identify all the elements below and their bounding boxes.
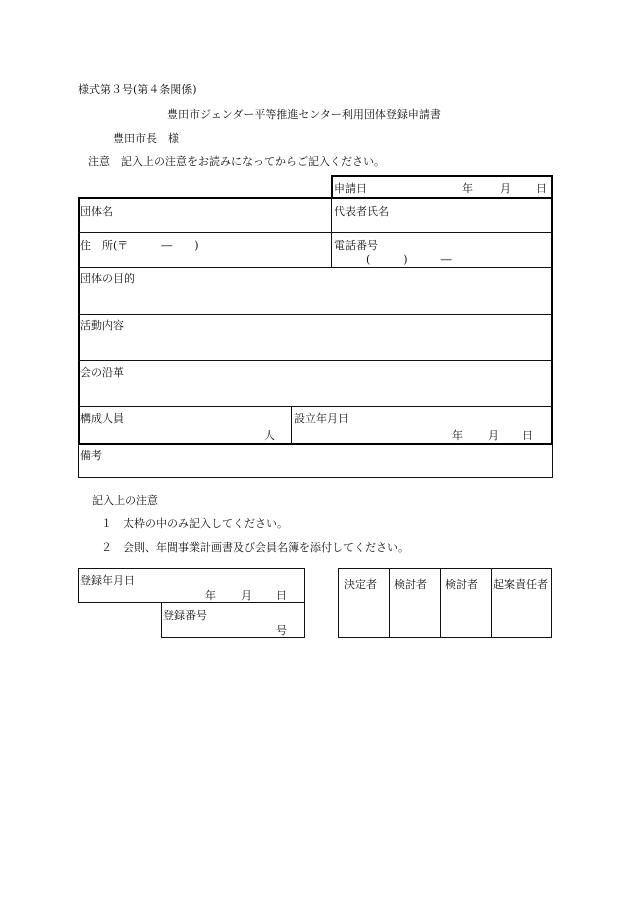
instruction-item: １ 太枠の中のみ記入してください。 bbox=[101, 517, 288, 530]
registration-date-day: 日 bbox=[276, 589, 287, 602]
founded-day: 日 bbox=[522, 429, 533, 442]
approval-header-reviewer: 検討者 bbox=[394, 578, 427, 591]
form-number: 様式第３号(第４条関係) bbox=[78, 83, 197, 96]
notice: 注意 記入上の注意をお読みになってからご記入ください。 bbox=[88, 155, 385, 168]
address-label: 住 所(〒 ― ) bbox=[80, 239, 199, 252]
instructions-heading: 記入上の注意 bbox=[92, 494, 158, 507]
members-unit: 人 bbox=[264, 429, 275, 442]
addressee: 豊田市長 様 bbox=[113, 132, 179, 145]
registration-date-label: 登録年月日 bbox=[80, 574, 135, 587]
approval-header-reviewer: 検討者 bbox=[445, 578, 478, 591]
registration-date-month: 月 bbox=[241, 589, 252, 602]
founded-month: 月 bbox=[488, 429, 499, 442]
founded-label: 設立年月日 bbox=[294, 412, 349, 425]
application-date-day: 日 bbox=[536, 182, 547, 195]
activity-label: 活動内容 bbox=[80, 319, 124, 332]
registration-number-unit: 号 bbox=[276, 624, 287, 637]
phone-label: 電話番号 bbox=[334, 239, 378, 252]
remarks-label: 備考 bbox=[80, 449, 102, 462]
instruction-item: ２ 会則、年間事業計画書及び会員名簿を添付してください。 bbox=[101, 541, 409, 554]
history-label: 会の沿革 bbox=[80, 366, 124, 379]
members-label: 構成人員 bbox=[80, 412, 124, 425]
group-name-label: 団体名 bbox=[80, 205, 113, 218]
application-date-month: 月 bbox=[500, 182, 511, 195]
purpose-label: 団体の目的 bbox=[80, 272, 135, 285]
application-date-year: 年 bbox=[462, 182, 473, 195]
registration-number-label: 登録番号 bbox=[163, 609, 207, 622]
approval-header-drafter: 起案責任者 bbox=[493, 578, 548, 591]
application-date-label: 申請日 bbox=[334, 182, 367, 195]
founded-year: 年 bbox=[452, 429, 463, 442]
representative-label: 代表者氏名 bbox=[334, 205, 389, 218]
form-title: 豊田市ジェンダー平等推進センター利用団体登録申請書 bbox=[167, 108, 441, 121]
phone-format: ( ) ― bbox=[366, 253, 452, 266]
approval-header-decider: 決定者 bbox=[344, 578, 377, 591]
registration-date-year: 年 bbox=[205, 589, 216, 602]
